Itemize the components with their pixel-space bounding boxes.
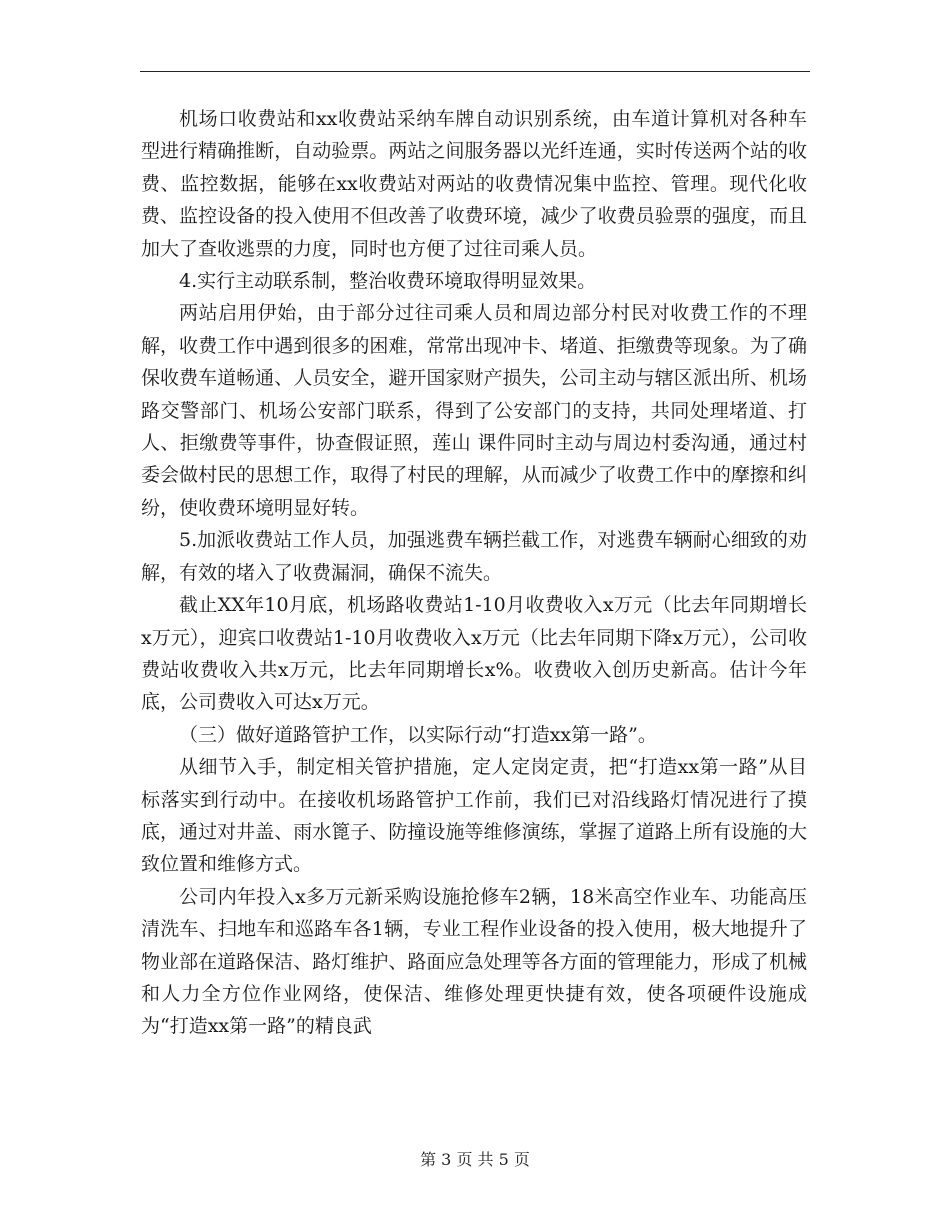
paragraph-3: 两站启用伊始，由于部分过往司乘人员和周边部分村民对收费工作的不理解，收费工作中遇到很多的困难，常常出现冲卡、堵道、拒缴费等现象。为了确保收费车道畅通、人员安全，避开国家财产损失，公司主动与辖区派出所、机场路交警部门、机场公安部门联系，得到了公安部门的支持，共同处理堵道、打人、拒缴费等事件，协查假证照，莲山 课件同时主动与周边村委沟通，通过村委会做村民的思想工作，取得了村民的理解，从而减少了收费工作中的摩擦和纠纷，使收费环境明显好转。 (141, 302, 807, 519)
paragraph-8: 公司内年投入x多万元新采购设施抢修车2辆，18米高空作业车、功能高压清洗车、扫地车和巡路车各1辆，专业工程作业设备的投入使用，极大地提升了物业部在道路保洁、路灯维护、路面应急处理等各方面的管理能力，形成了机械和人力全方位作业网络，使保洁、维修处理更快捷有效，使各项硬件设施成为“打造xx第一路”的精良武 (141, 885, 807, 1038)
paragraph-6: （三）做好道路管护工作，以实际行动“打造xx第一路”。 (179, 723, 657, 746)
paragraph-2: 4.实行主动联系制，整治收费环境取得明显效果。 (179, 270, 597, 293)
paragraph-1: 机场口收费站和xx收费站采纳车牌自动识别系统，由车道计算机对各种车型进行精确推断，自动验票。两站之间服务器以光纤连通，实时传送两个站的收费、监控数据，能够在xx收费站对两站的收费情况集中监控、管理。现代化收费、监控设备的投入使用不但改善了收费环境，减少了收费员验票的强度，而且加大了查收逃票的力度，同时也方便了过往司乘人员。 (141, 108, 807, 260)
paragraph-5: 截止XX年10月底，机场路收费站1-10月收费收入x万元（比去年同期增长x万元），迎宾口收费站1-10月收费收入x万元（比去年同期下降x万元），公司收费站收费收入共x万元，比去年同期增长x%。收费收入创历史新高。估计今年底，公司费收入可达x万元。 (141, 594, 807, 714)
header-rule (140, 71, 810, 72)
body-text (141, 103, 807, 1043)
paragraph-4: 5.加派收费站工作人员，加强逃费车辆拦截工作，对逃费车辆耐心细致的劝解，有效的堵入了收费漏洞，确保不流失。 (141, 529, 807, 584)
page-footer: 第 3 页 共 5 页 (420, 1150, 530, 1169)
paragraph-7: 从细节入手，制定相关管护措施，定人定岗定责，把“打造xx第一路”从目标落实到行动中。在接收机场路管护工作前，我们已对沿线路灯情况进行了摸底，通过对井盖、雨水篦子、防撞设施等维修演练，掌握了道路上所有设施的大致位置和维修方式。 (141, 756, 807, 876)
